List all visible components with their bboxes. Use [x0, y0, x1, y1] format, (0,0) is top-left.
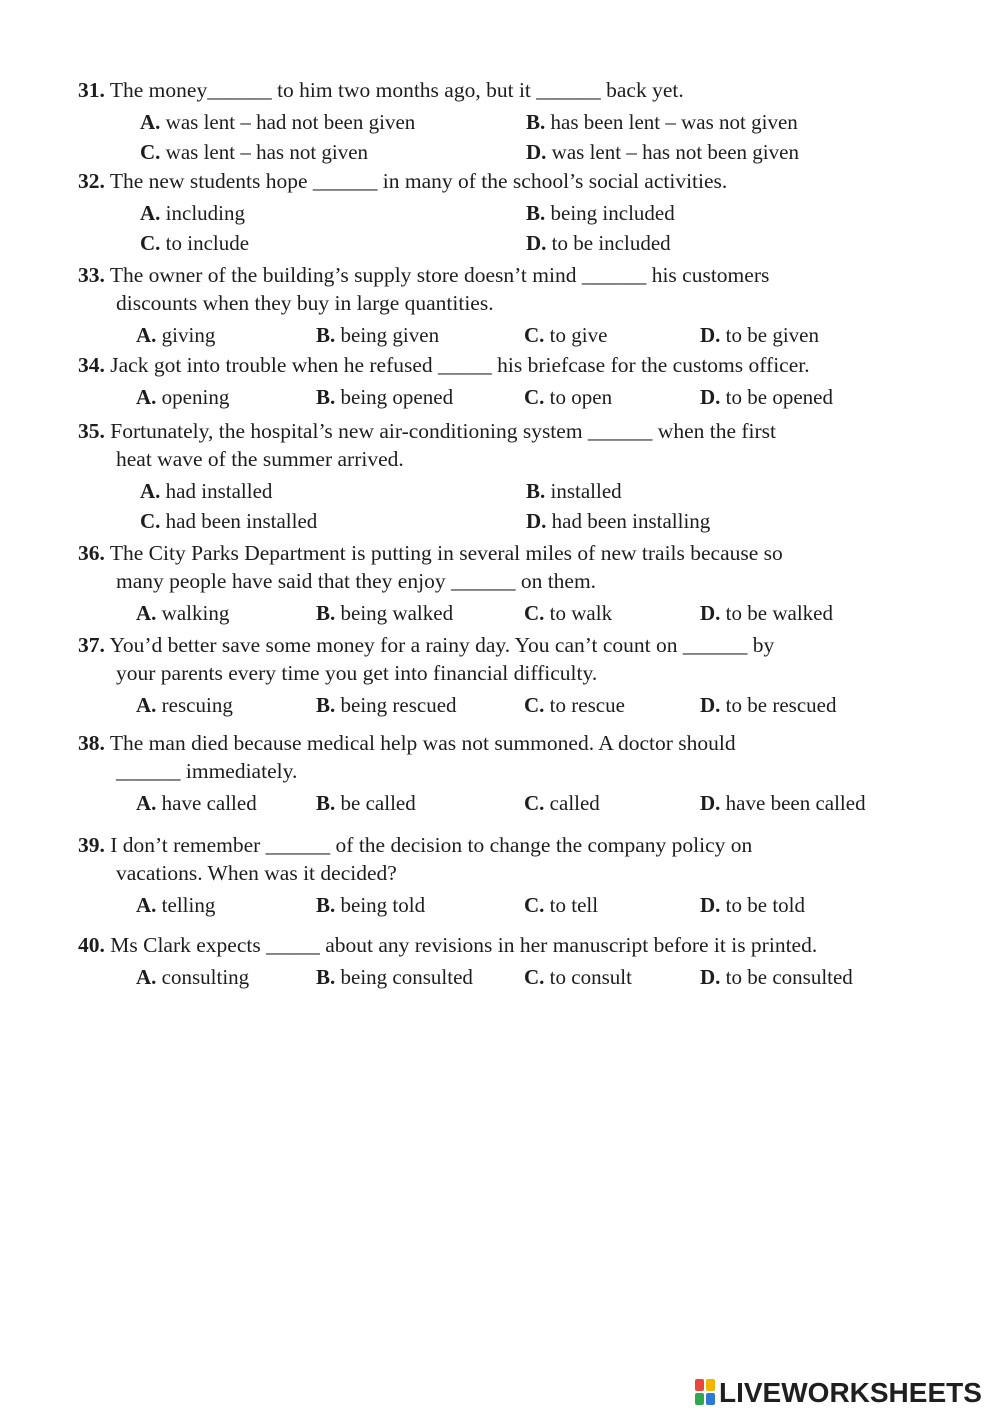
option-letter: A. — [136, 965, 157, 989]
option-letter: B. — [316, 385, 336, 409]
question-text-line — [78, 418, 776, 444]
option-text: walking — [161, 601, 230, 625]
option-text: had installed — [165, 479, 273, 503]
question-text-line — [78, 352, 810, 378]
option-text: being rescued — [340, 693, 457, 717]
option-letter: A. — [140, 201, 161, 225]
option-d[interactable] — [700, 790, 866, 816]
logo-text: LIVEWORKSHEETS — [719, 1377, 982, 1408]
option-letter: C. — [524, 693, 545, 717]
option-letter: C. — [140, 509, 161, 533]
option-c[interactable] — [524, 964, 632, 990]
option-text: to open — [549, 385, 613, 409]
option-letter: D. — [700, 893, 721, 917]
option-text: telling — [161, 893, 216, 917]
option-text: being consulted — [340, 965, 473, 989]
option-text: to be opened — [725, 385, 833, 409]
question-text: The money______ to him two months ago, but it ______ back yet. — [109, 78, 684, 102]
logo-badge-square — [695, 1379, 704, 1391]
option-b[interactable] — [316, 384, 453, 410]
question-text: Fortunately, the hospital’s new air-conditioning system ______ when the first — [110, 419, 777, 443]
option-letter: A. — [136, 601, 157, 625]
question-text: ______ immediately. — [116, 759, 298, 783]
option-text: to include — [165, 231, 250, 255]
option-text: being told — [340, 893, 426, 917]
option-d[interactable] — [526, 139, 799, 165]
option-letter: B. — [526, 201, 546, 225]
option-letter: D. — [700, 601, 721, 625]
option-text: had been installing — [551, 509, 711, 533]
option-c[interactable] — [140, 139, 368, 165]
option-b[interactable] — [526, 109, 798, 135]
option-letter: B. — [316, 601, 336, 625]
question-text-line — [116, 660, 597, 686]
option-letter: D. — [526, 509, 547, 533]
question-text-line — [116, 446, 404, 472]
option-b[interactable] — [316, 790, 416, 816]
question-number: 32. — [78, 169, 105, 193]
option-text: was lent – has not been given — [551, 140, 799, 164]
option-a[interactable] — [136, 892, 215, 918]
question-text: discounts when they buy in large quantities. — [116, 291, 494, 315]
option-letter: A. — [136, 323, 157, 347]
option-letter: C. — [140, 231, 161, 255]
option-letter: C. — [524, 791, 545, 815]
option-letter: D. — [700, 965, 721, 989]
option-d[interactable] — [700, 600, 833, 626]
question-text: I don’t remember ______ of the decision to change the company policy on — [110, 833, 753, 857]
question-number: 33. — [78, 263, 105, 287]
option-text: to walk — [549, 601, 613, 625]
option-text: to tell — [549, 893, 599, 917]
option-text: to give — [549, 323, 608, 347]
question-number: 34. — [78, 353, 105, 377]
option-letter: D. — [700, 791, 721, 815]
option-text: was lent – had not been given — [165, 110, 416, 134]
option-letter: B. — [526, 110, 546, 134]
option-d[interactable] — [700, 964, 853, 990]
option-c[interactable] — [140, 230, 249, 256]
option-letter: C. — [524, 385, 545, 409]
option-a[interactable] — [136, 600, 229, 626]
option-letter: B. — [316, 693, 336, 717]
option-text: have called — [161, 791, 257, 815]
question-text-line — [116, 568, 596, 594]
option-text: be called — [340, 791, 416, 815]
question-text-line — [78, 832, 752, 858]
option-text: to be given — [725, 323, 819, 347]
option-d[interactable] — [700, 692, 836, 718]
option-letter: A. — [136, 385, 157, 409]
question-text: many people have said that they enjoy ______ on them. — [116, 569, 597, 593]
option-letter: A. — [136, 893, 157, 917]
option-text: consulting — [161, 965, 250, 989]
logo-badge-square — [695, 1393, 704, 1405]
question-number: 36. — [78, 541, 105, 565]
option-text: had been installed — [165, 509, 318, 533]
option-b[interactable] — [526, 478, 622, 504]
logo-badge-square — [706, 1379, 715, 1391]
option-text: being opened — [340, 385, 454, 409]
option-letter: B. — [316, 965, 336, 989]
option-d[interactable] — [526, 230, 671, 256]
option-b[interactable] — [316, 964, 473, 990]
option-letter: A. — [140, 479, 161, 503]
option-letter: C. — [140, 140, 161, 164]
option-c[interactable] — [524, 790, 600, 816]
option-letter: A. — [136, 693, 157, 717]
option-text: called — [549, 791, 600, 815]
option-a[interactable] — [140, 478, 272, 504]
option-text: to be consulted — [725, 965, 853, 989]
question-text-line — [78, 540, 783, 566]
option-b[interactable] — [316, 322, 439, 348]
option-letter: D. — [700, 385, 721, 409]
option-text: to be included — [551, 231, 671, 255]
question-text: vacations. When was it decided? — [116, 861, 397, 885]
option-text: have been called — [725, 791, 866, 815]
option-b[interactable] — [316, 600, 453, 626]
question-text-line — [78, 262, 769, 288]
option-letter: D. — [700, 323, 721, 347]
option-text: being included — [550, 201, 675, 225]
question-text-line — [116, 860, 397, 886]
option-letter: A. — [136, 791, 157, 815]
option-c[interactable] — [140, 508, 317, 534]
option-d[interactable] — [526, 508, 710, 534]
option-letter: C. — [524, 323, 545, 347]
option-letter: C. — [524, 965, 545, 989]
option-d[interactable] — [700, 384, 833, 410]
question-text-line — [78, 932, 817, 958]
logo-badge-square — [706, 1393, 715, 1405]
option-a[interactable] — [136, 964, 249, 990]
option-text: was lent – has not given — [165, 140, 369, 164]
option-a[interactable] — [136, 384, 229, 410]
option-text: to rescue — [549, 693, 625, 717]
option-a[interactable] — [140, 109, 415, 135]
question-number: 31. — [78, 78, 105, 102]
question-text: You’d better save some money for a rainy day. You can’t count on ______ by — [109, 633, 775, 657]
option-text: to consult — [549, 965, 632, 989]
option-a[interactable] — [140, 200, 245, 226]
question-number: 40. — [78, 933, 105, 957]
option-letter: B. — [316, 323, 336, 347]
question-text-line — [78, 168, 727, 194]
option-c[interactable] — [524, 600, 612, 626]
option-letter: A. — [140, 110, 161, 134]
option-text: including — [165, 201, 245, 225]
question-text: heat wave of the summer arrived. — [116, 447, 404, 471]
option-b[interactable] — [316, 692, 457, 718]
question-text: The man died because medical help was not summoned. A doctor should — [109, 731, 736, 755]
option-b[interactable] — [526, 200, 675, 226]
option-c[interactable] — [524, 892, 598, 918]
option-letter: B. — [526, 479, 546, 503]
option-letter: D. — [526, 140, 547, 164]
question-number: 38. — [78, 731, 105, 755]
option-text: being given — [340, 323, 440, 347]
option-letter: B. — [316, 893, 336, 917]
option-text: to be walked — [725, 601, 833, 625]
question-text: Ms Clark expects _____ about any revisions in her manuscript before it is printed. — [110, 933, 818, 957]
question-text-line — [78, 730, 736, 756]
question-number: 37. — [78, 633, 105, 657]
question-number: 39. — [78, 833, 105, 857]
option-a[interactable] — [136, 692, 233, 718]
option-text: to be rescued — [725, 693, 837, 717]
option-text: to be told — [725, 893, 805, 917]
option-d[interactable] — [700, 892, 805, 918]
option-a[interactable] — [136, 790, 257, 816]
liveworksheets-logo — [695, 1375, 995, 1411]
question-text: The owner of the building’s supply store doesn’t mind ______ his customers — [109, 263, 770, 287]
option-text: installed — [550, 479, 622, 503]
question-number: 35. — [78, 419, 105, 443]
option-c[interactable] — [524, 692, 625, 718]
option-c[interactable] — [524, 384, 612, 410]
option-letter: C. — [524, 893, 545, 917]
option-text: has been lent – was not given — [550, 110, 798, 134]
question-text: The new students hope ______ in many of the school’s social activities. — [109, 169, 728, 193]
question-text-line — [116, 758, 297, 784]
option-letter: C. — [524, 601, 545, 625]
option-text: rescuing — [161, 693, 233, 717]
question-text: your parents every time you get into financial difficulty. — [116, 661, 598, 685]
question-text-line — [116, 290, 494, 316]
option-text: giving — [161, 323, 216, 347]
option-letter: D. — [700, 693, 721, 717]
option-a[interactable] — [136, 322, 215, 348]
question-text-line — [78, 77, 684, 103]
option-letter: B. — [316, 791, 336, 815]
option-text: being walked — [340, 601, 454, 625]
question-text: Jack got into trouble when he refused _____ his briefcase for the customs officer. — [110, 353, 810, 377]
option-c[interactable] — [524, 322, 607, 348]
option-letter: D. — [526, 231, 547, 255]
option-d[interactable] — [700, 322, 819, 348]
option-text: opening — [161, 385, 230, 409]
question-text-line — [78, 632, 774, 658]
option-b[interactable] — [316, 892, 425, 918]
question-text: The City Parks Department is putting in several miles of new trails because so — [109, 541, 783, 565]
logo-badge-icon — [695, 1379, 717, 1407]
